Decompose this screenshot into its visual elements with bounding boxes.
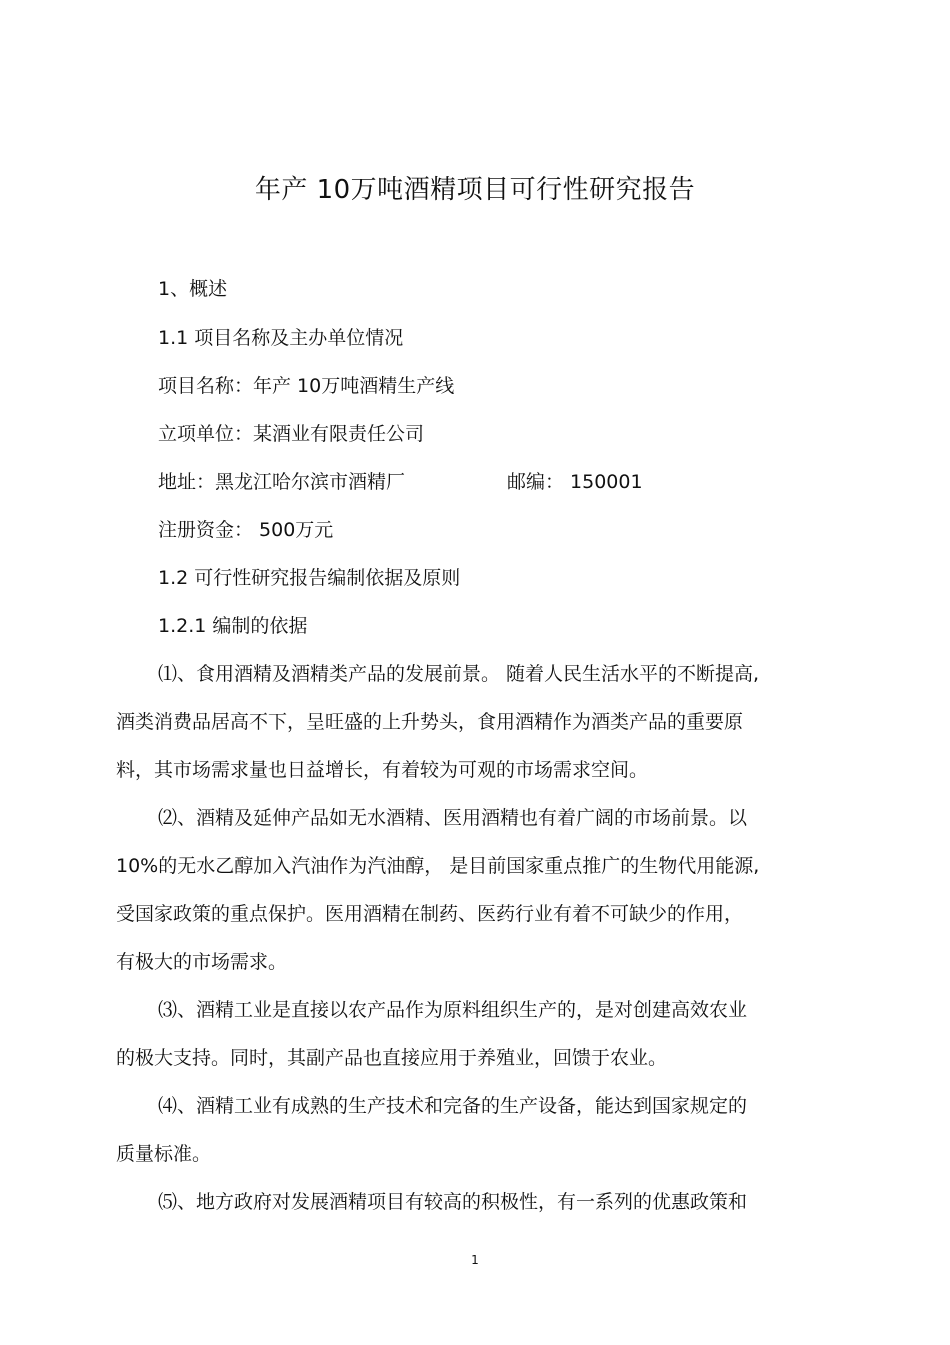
document-title: 年产 10万吨酒精项目可行性研究报告 xyxy=(254,175,696,205)
capital-line: 注册资金： 500万元 xyxy=(158,519,334,541)
section-heading-overview: 1、概述 xyxy=(158,278,228,300)
paragraph-2-line: ⑵、酒精及延伸产品如无水酒精、医用酒精也有着广阔的市场前景。以 xyxy=(158,807,748,829)
paragraph-4-line: 质量标准。 xyxy=(116,1143,212,1165)
paragraph-5-line: ⑸、地方政府对发展酒精项目有较高的积极性，有一系列的优惠政策和 xyxy=(158,1191,748,1213)
page-number: 1 xyxy=(471,1253,479,1267)
section-heading-1-2: 1.2 可行性研究报告编制依据及原则 xyxy=(158,567,461,589)
paragraph-3-line: 的极大支持。同时，其副产品也直接应用于养殖业，回馈于农业。 xyxy=(116,1047,668,1069)
postcode-line: 邮编： 150001 xyxy=(507,471,643,493)
project-unit-line: 立项单位：某酒业有限责任公司 xyxy=(158,423,425,445)
section-heading-1-1: 1.1 项目名称及主办单位情况 xyxy=(158,327,404,349)
paragraph-2-line: 受国家政策的重点保护。医用酒精在制药、医药行业有着不可缺少的作用， xyxy=(116,903,744,925)
paragraph-3-line: ⑶、酒精工业是直接以农产品作为原料组织生产的，是对创建高效农业 xyxy=(158,999,748,1021)
paragraph-1-line: ⑴、食用酒精及酒精类产品的发展前景。 随着人民生活水平的不断提高, xyxy=(158,663,760,685)
paragraph-4-line: ⑷、酒精工业有成熟的生产技术和完备的生产设备，能达到国家规定的 xyxy=(158,1095,748,1117)
paragraph-1-line: 酒类消费品居高不下，呈旺盛的上升势头，食用酒精作为酒类产品的重要原 xyxy=(116,711,744,733)
paragraph-1-line: 料，其市场需求量也日益增长，有着较为可观的市场需求空间。 xyxy=(116,759,649,781)
paragraph-2-line: 10%的无水乙醇加入汽油作为汽油醇， 是目前国家重点推广的生物代用能源, xyxy=(116,855,760,877)
section-heading-1-2-1: 1.2.1 编制的依据 xyxy=(158,615,308,637)
address-line: 地址：黑龙江哈尔滨市酒精厂 xyxy=(158,471,406,493)
paragraph-2-line: 有极大的市场需求。 xyxy=(116,951,288,973)
project-name-line: 项目名称：年产 10万吨酒精生产线 xyxy=(158,375,455,397)
